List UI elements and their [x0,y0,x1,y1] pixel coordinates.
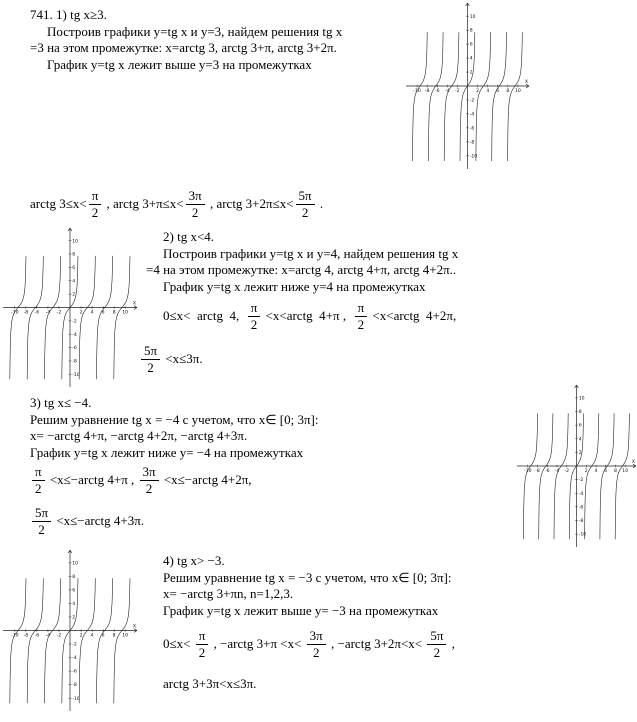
svg-text:2: 2 [578,450,582,456]
fraction-numerator: 5π [427,629,446,645]
svg-text:-4: -4 [72,332,77,338]
svg-text:-4: -4 [578,491,584,497]
text-line: 4) tg x> −3. [163,553,225,568]
section4-closing-line [163,676,256,693]
fraction-denominator: 2 [147,359,154,375]
fraction-denominator: 2 [357,316,365,332]
svg-text:8: 8 [469,28,473,34]
svg-text:6: 6 [496,89,500,95]
svg-text:8: 8 [112,310,116,316]
svg-text:4: 4 [469,56,473,62]
svg-text:6: 6 [101,310,105,316]
math-text: , −arctg 3+π <x< [210,636,305,652]
section4-text [163,553,452,619]
text-line: 3) tg x≤ −4. [30,395,92,410]
text-line: График y=tg x лежит выше y=3 на промежутках [47,56,312,72]
fraction-numerator: π [196,629,209,645]
svg-text:6: 6 [469,42,473,48]
fraction [140,465,159,495]
math-text: , arctg 3+π≤x< [103,196,184,212]
text-line: arctg 3+3π<x≤3π. [163,676,257,691]
svg-text:8: 8 [72,574,76,580]
svg-text:X: X [631,460,635,465]
math-text: <x≤−arctg 4+π , [46,472,138,488]
section2-text [146,229,458,295]
fraction [355,301,368,331]
text-line: 741. 1) tg x≥3. [30,7,107,22]
fraction [186,189,205,219]
text-line: =4 на этом промежутке: x=arctg 4, arctg 4+π, arctg 4+2π.. [146,262,457,277]
fraction-denominator: 2 [250,316,258,332]
svg-text:4: 4 [72,602,76,608]
fraction-numerator: π [32,465,45,481]
svg-text:-10: -10 [11,310,19,316]
svg-text:-10: -10 [72,372,80,378]
fraction-numerator: 5π [141,344,160,360]
math-text: , −arctg 3+2π<x< [327,636,426,652]
text-line: Решим уравнение tg x = −3 с учетом, что x∈ [0; 3π]: [163,569,452,585]
text-line: Построив графики y=tg x и y=4, найдем решения tg x [163,245,459,261]
svg-text:-8: -8 [535,469,540,475]
fraction-denominator: 2 [433,644,441,660]
tan-graph-4 [2,549,138,712]
section1-text [30,7,342,73]
text-line: График y=tg x лежит выше y= −3 на промежутках [163,602,439,618]
svg-text:2: 2 [72,292,76,298]
text-line: =3 на этом промежутке: x=arctg 3, arctg 3+π, arctg 3+2π. [30,40,337,55]
svg-text:8: 8 [506,89,510,95]
math-text: <x<arctg 4+2π, [369,308,457,324]
svg-text:-10: -10 [469,154,478,160]
math-text: arctg 3≤x< [30,196,87,212]
svg-text:-2: -2 [578,478,584,484]
math-text: <x<arctg 4+π , [262,308,353,324]
fraction-denominator: 2 [198,644,206,660]
fraction-denominator: 2 [301,204,309,220]
fraction-numerator: π [89,189,102,205]
section2-math-line-1 [163,301,456,331]
svg-text:-6: -6 [469,126,475,132]
section3-text [30,395,319,461]
svg-text:4: 4 [72,279,76,285]
fraction [296,189,315,219]
svg-text:2: 2 [72,615,76,621]
fraction-numerator: 3π [307,629,326,645]
svg-text:10: 10 [578,396,585,402]
math-text: <x≤3π. [162,351,203,367]
tan-graph-1 [405,2,530,170]
fraction [32,506,51,536]
svg-text:-8: -8 [23,310,29,316]
svg-text:-6: -6 [72,669,77,675]
svg-text:-8: -8 [469,140,475,146]
fraction [141,344,160,374]
text-line: Решим уравнение tg x = −4 с учетом, что x∈ [0; 3π]: [30,411,319,427]
fraction [307,629,326,659]
fraction [248,301,261,331]
fraction [32,465,45,495]
svg-text:-8: -8 [424,89,430,95]
svg-text:6: 6 [578,423,582,429]
math-text: 0≤x< [163,636,194,652]
tan-graph-2 [2,227,138,388]
svg-text:-10: -10 [578,532,587,538]
svg-text:-6: -6 [72,346,77,352]
svg-text:-8: -8 [578,519,584,525]
svg-text:-2: -2 [56,310,62,316]
svg-text:-6: -6 [34,633,40,639]
math-text: , [448,636,455,652]
svg-text:2: 2 [584,469,588,475]
svg-text:-2: -2 [564,469,570,475]
svg-text:4: 4 [594,469,598,475]
svg-text:8: 8 [578,410,582,416]
fraction-numerator: π [248,301,261,317]
svg-text:4: 4 [90,310,94,316]
svg-text:6: 6 [604,469,608,475]
svg-text:6: 6 [72,588,76,594]
text-line: График y=tg x лежит ниже y=4 на промежутках [163,278,426,294]
svg-text:-4: -4 [72,656,77,662]
svg-text:-4: -4 [445,89,450,95]
svg-text:4: 4 [90,633,94,639]
svg-text:-6: -6 [544,469,550,475]
svg-text:10: 10 [72,561,79,567]
svg-text:-6: -6 [434,89,440,95]
svg-text:10: 10 [622,469,629,475]
svg-text:X: X [524,80,528,85]
svg-text:-6: -6 [34,310,40,316]
svg-text:-8: -8 [72,683,77,689]
text-line: x= −arctg 3+πn, n=1,2,3. [163,586,294,601]
svg-text:-8: -8 [72,359,77,365]
fraction-numerator: 3π [140,465,159,481]
math-text: 0≤x< arctg 4, [163,308,246,324]
svg-text:X: X [132,301,136,307]
svg-text:6: 6 [101,633,105,639]
svg-text:-2: -2 [469,98,475,104]
svg-text:6: 6 [72,266,76,272]
fraction-numerator: 5π [32,506,51,522]
svg-text:2: 2 [476,89,480,95]
math-text: <x≤−arctg 4+2π, [160,472,252,488]
svg-text:-10: -10 [11,633,19,639]
svg-text:-2: -2 [72,319,77,325]
svg-text:-8: -8 [23,633,29,639]
math-text: <x≤−arctg 4+3π. [53,513,145,529]
tan-graph-3 [516,384,637,548]
text-line: 2) tg x<4. [163,229,215,244]
text-line: Построив графики y=tg x и y=3, найдем решения tg x [47,23,343,39]
section2-math-line-2 [139,344,203,374]
fraction-denominator: 2 [91,204,99,220]
section3-math-line-2 [30,506,144,536]
text-line: x= −arctg 4+π, −arctg 4+2π, −arctg 4+3π. [30,428,248,443]
svg-text:-2: -2 [56,633,62,639]
svg-text:10: 10 [515,89,521,95]
fraction-numerator: 3π [186,189,205,205]
svg-text:8: 8 [72,252,76,258]
fraction-denominator: 2 [35,480,42,496]
svg-text:-2: -2 [455,89,460,95]
text-line: График y=tg x лежит ниже y= −4 на промежутках [30,444,304,460]
svg-text:-10: -10 [413,89,421,95]
svg-text:-4: -4 [45,310,51,316]
section1-math-line [30,189,323,219]
fraction [196,629,209,659]
svg-text:10: 10 [469,14,476,20]
math-text: . [316,196,324,212]
svg-text:-4: -4 [45,633,51,639]
fraction-numerator: 5π [296,189,315,205]
svg-text:-6: -6 [578,505,584,511]
svg-text:2: 2 [79,310,83,316]
svg-text:-4: -4 [469,112,475,118]
svg-text:-10: -10 [524,469,532,475]
svg-text:-10: -10 [72,696,80,702]
svg-text:8: 8 [112,633,116,639]
svg-text:2: 2 [469,70,473,76]
svg-text:-2: -2 [72,642,77,648]
svg-text:X: X [132,624,136,630]
svg-text:10: 10 [122,310,129,316]
math-text: , arctg 3+2π≤x< [206,196,294,212]
fraction [427,629,446,659]
fraction-denominator: 2 [312,644,320,660]
svg-text:-4: -4 [554,469,560,475]
svg-text:8: 8 [613,469,617,475]
svg-text:4: 4 [578,437,582,443]
fraction [89,189,102,219]
svg-text:10: 10 [122,633,129,639]
fraction-denominator: 2 [145,480,153,496]
svg-text:10: 10 [72,239,79,245]
svg-text:2: 2 [79,633,83,639]
svg-text:4: 4 [486,89,490,95]
section3-math-line-1 [30,465,252,495]
fraction-denominator: 2 [38,521,45,537]
section4-math-line-1 [163,629,455,659]
fraction-denominator: 2 [191,204,199,220]
fraction-numerator: π [355,301,368,317]
